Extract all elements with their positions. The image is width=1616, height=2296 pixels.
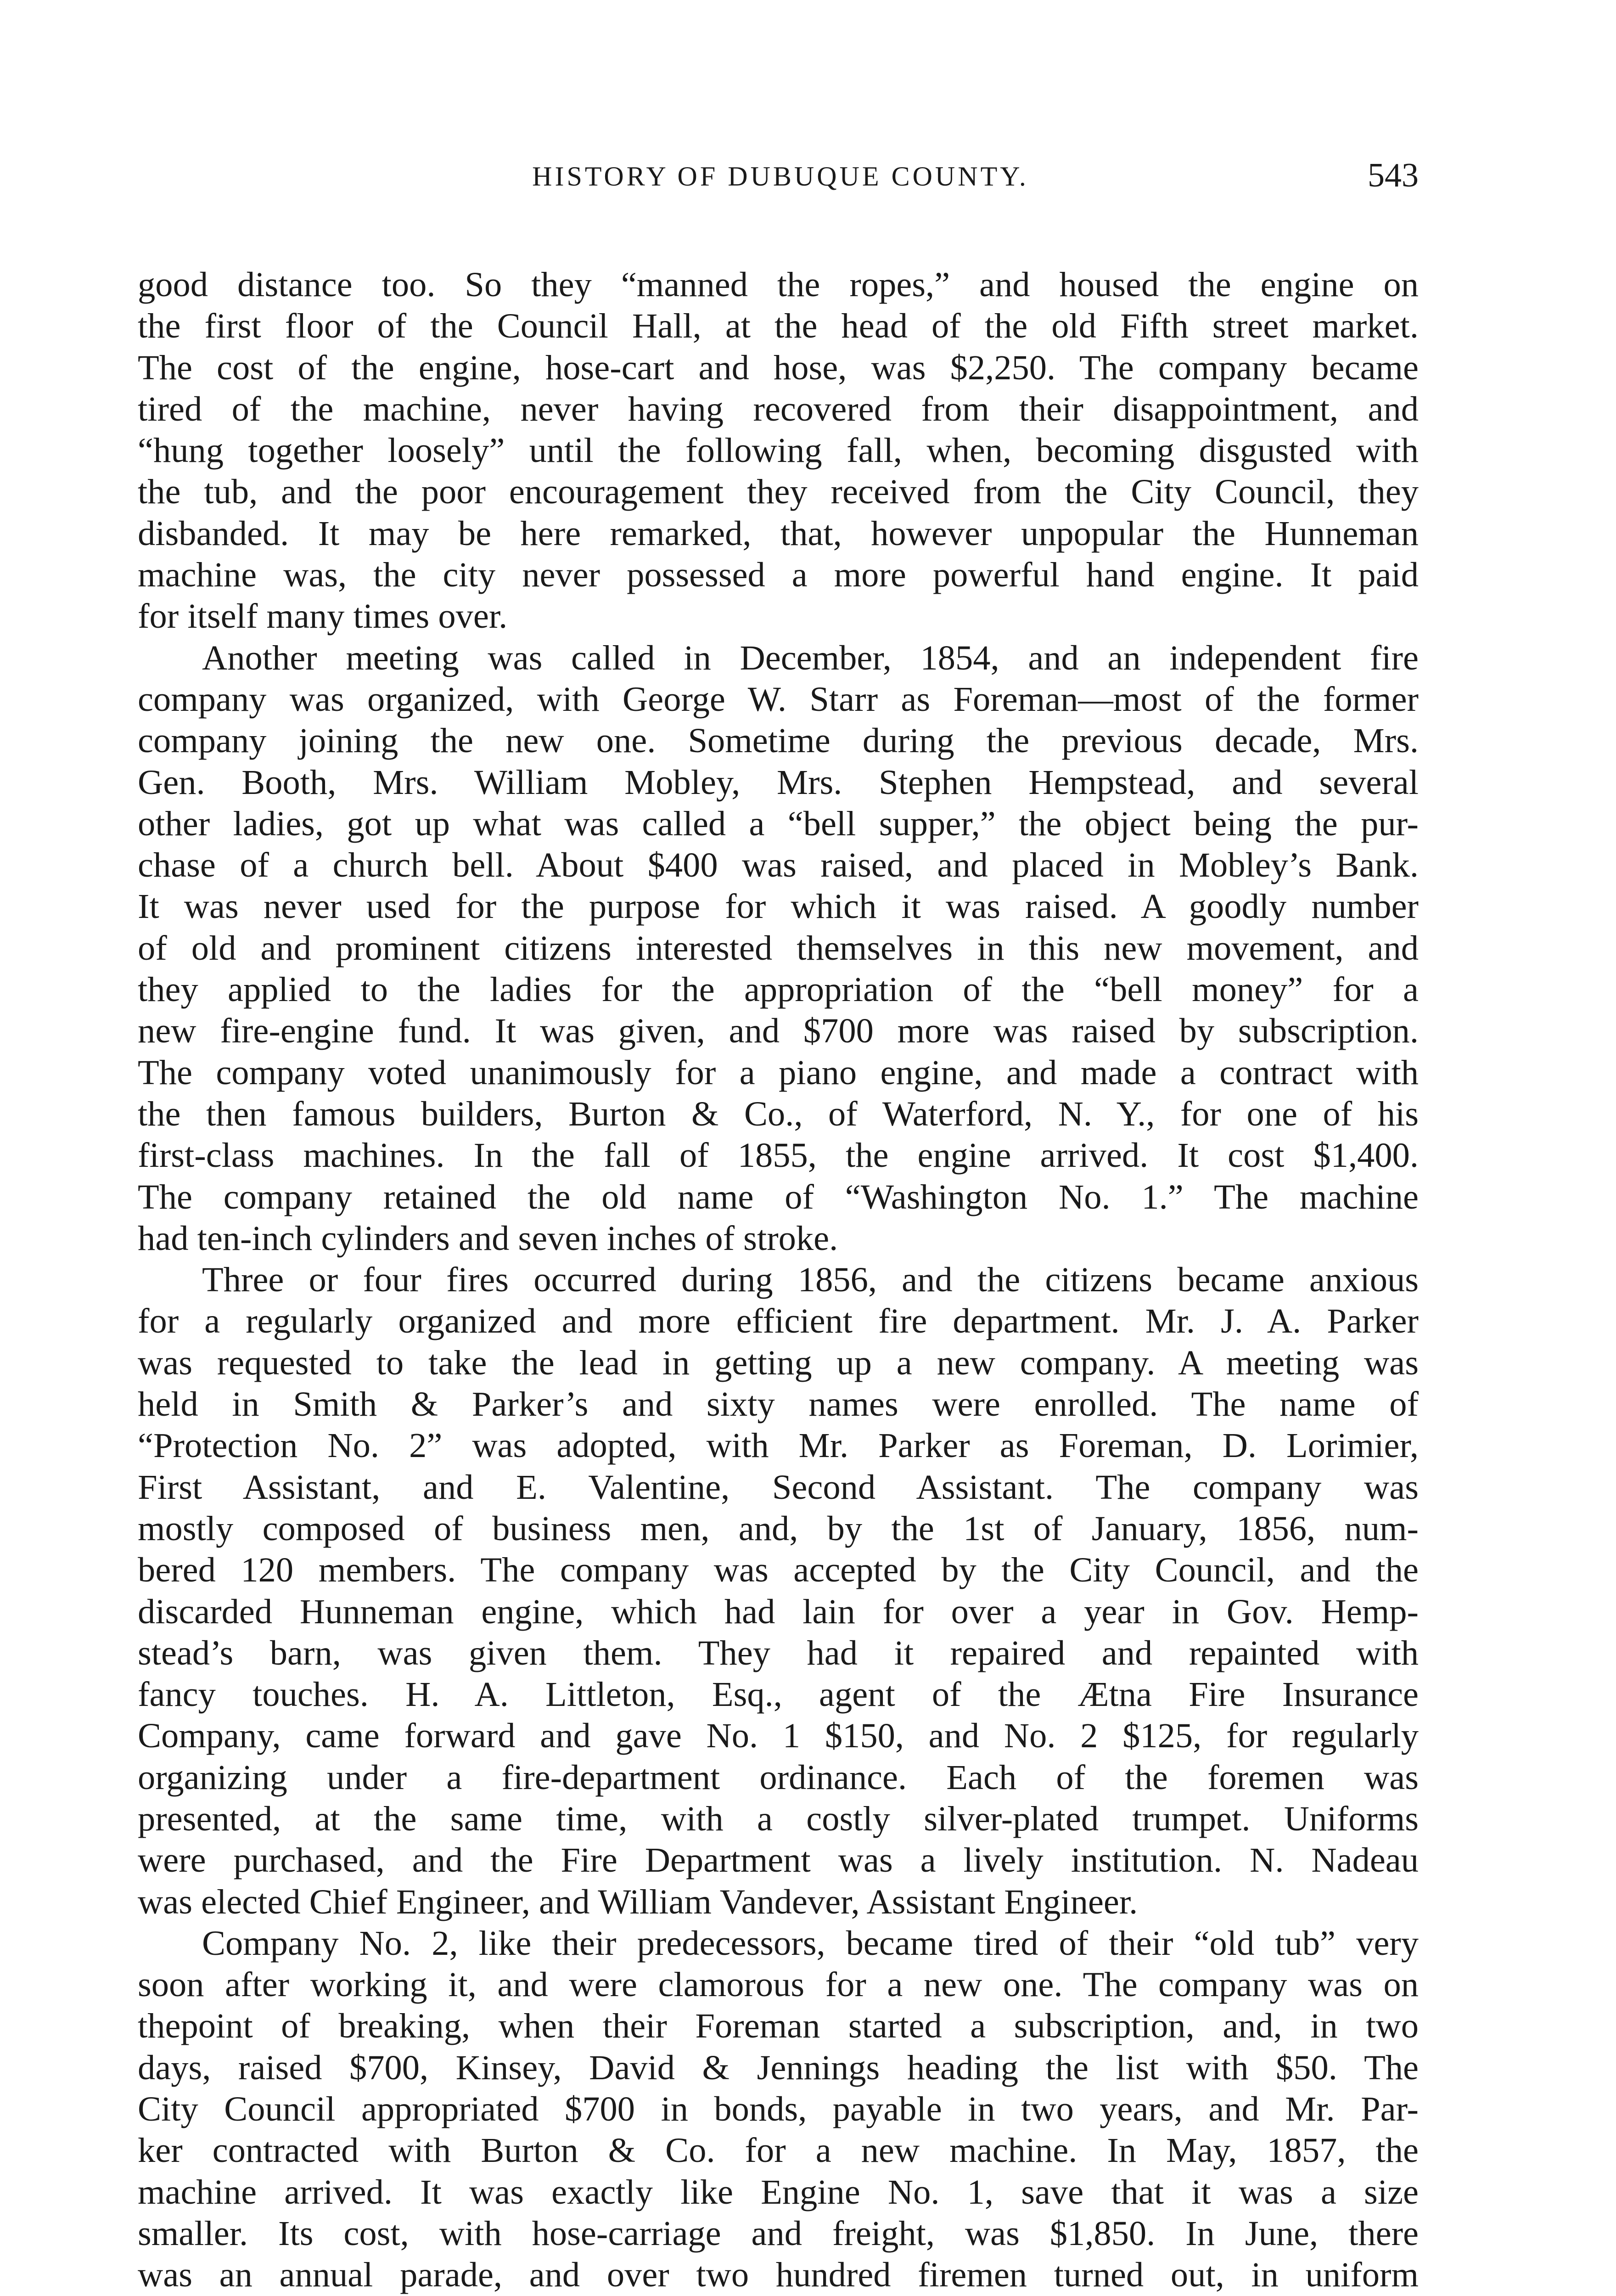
text-line: Gen. Booth, Mrs. William Mobley, Mrs. Stephen Hempstead, and several [138, 762, 1419, 802]
text-line: It was never used for the purpose for which it was raised. A goodly number [138, 887, 1419, 926]
text-line: organizing under a fire-department ordinance. Each of the foremen was [138, 1757, 1419, 1797]
text-line: for itself many times over. [138, 597, 508, 636]
text-line: held in Smith & Parker’s and sixty names were enrolled. The name of [138, 1384, 1419, 1424]
text-line: bered 120 members. The company was accepted by the City Council, and the [138, 1550, 1419, 1590]
text-line: Three or four fires occurred during 1856, and the citizens became anxious [202, 1260, 1419, 1300]
text-line: company joining the new one. Sometime during the previous decade, Mrs. [138, 721, 1419, 760]
text-line: thepoint of breaking, when their Foreman started a subscription, and, in two [138, 2006, 1419, 2046]
text-line: Company No. 2, like their predecessors, became tired of their “old tub” very [202, 1923, 1419, 1963]
text-line: the tub, and the poor encouragement they received from the City Council, they [138, 472, 1419, 512]
text-line: discarded Hunneman engine, which had lain for over a year in Gov. Hemp- [138, 1592, 1419, 1631]
paragraph-4 [138, 1923, 1419, 2296]
text-line: machine arrived. It was exactly like Engine No. 1, save that it was a size [138, 2172, 1419, 2212]
page-number: 543 [1368, 157, 1419, 194]
text-line: other ladies, got up what was called a “bell supper,” the object being the pur- [138, 804, 1419, 843]
text-line: were purchased, and the Fire Department was a lively institution. N. Nadeau [138, 1840, 1419, 1880]
text-line: chase of a church bell. About $400 was raised, and placed in Mobley’s Bank. [138, 845, 1419, 885]
text-line: Another meeting was called in December, 1854, and an independent fire [202, 638, 1419, 677]
text-line: tired of the machine, never having recovered from their disappointment, and [138, 389, 1419, 428]
running-title: HISTORY OF DUBUQUE COUNTY. [532, 161, 1029, 191]
text-line: they applied to the ladies for the appropriation of the “bell money” for a [138, 970, 1419, 1009]
text-line: was requested to take the lead in getting up a new company. A meeting was [138, 1343, 1419, 1382]
text-line: smaller. Its cost, with hose-carriage and freight, was $1,850. In June, there [138, 2213, 1419, 2253]
text-line: “hung together loosely” until the following fall, when, becoming disgusted with [138, 431, 1419, 470]
text-line: was elected Chief Engineer, and William Vandever, Assistant Engineer. [138, 1882, 1138, 1921]
text-line: ker contracted with Burton & Co. for a new machine. In May, 1857, the [138, 2131, 1419, 2170]
text-line: The company voted unanimously for a piano engine, and made a contract with [138, 1052, 1419, 1092]
text-line: The cost of the engine, hose-cart and hose, was $2,250. The company became [138, 348, 1419, 387]
text-line: the then famous builders, Burton & Co., of Waterford, N. Y., for one of his [138, 1094, 1419, 1133]
text-line: mostly composed of business men, and, by the 1st of January, 1856, num- [138, 1508, 1419, 1548]
text-line: new fire-engine fund. It was given, and $700 more was raised by subscription. [138, 1011, 1419, 1051]
text-line: Company, came forward and gave No. 1 $150, and No. 2 $125, for regularly [138, 1716, 1419, 1756]
text-line: first-class machines. In the fall of 1855, the engine arrived. It cost $1,400. [138, 1136, 1419, 1175]
text-line: the first floor of the Council Hall, at the head of the old Fifth street market. [138, 306, 1419, 346]
text-line: of old and prominent citizens interested themselves in this new movement, and [138, 928, 1419, 968]
paragraph-3 [138, 1259, 1419, 1923]
body-text [138, 264, 1419, 2296]
text-line: was an annual parade, and over two hundred firemen turned out, in uniform [138, 2255, 1419, 2295]
text-line: fancy touches. H. A. Littleton, Esq., agent of the Ætna Fire Insurance [138, 1675, 1419, 1714]
text-line: disbanded. It may be here remarked, that, however unpopular the Hunneman [138, 513, 1419, 553]
text-line: First Assistant, and E. Valentine, Second Assistant. The company was [138, 1467, 1419, 1507]
paragraph-2 [138, 637, 1419, 1259]
text-line: machine was, the city never possessed a more powerful hand engine. It paid [138, 555, 1419, 595]
paragraph-1 [138, 264, 1419, 637]
text-line: stead’s barn, was given them. They had it repaired and repainted with [138, 1633, 1419, 1672]
text-line: The company retained the old name of “Washington No. 1.” The machine [138, 1177, 1419, 1216]
text-line: had ten-inch cylinders and seven inches of stroke. [138, 1218, 838, 1258]
text-line: days, raised $700, Kinsey, David & Jennings heading the list with $50. The [138, 2048, 1419, 2087]
text-line: City Council appropriated $700 in bonds, payable in two years, and Mr. Par- [138, 2089, 1419, 2129]
text-line: company was organized, with George W. Starr as Foreman—most of the former [138, 679, 1419, 719]
text-line: “Protection No. 2” was adopted, with Mr. Parker as Foreman, D. Lorimier, [138, 1426, 1419, 1465]
running-header [142, 156, 1419, 211]
text-line: good distance too. So they “manned the ropes,” and housed the engine on [138, 265, 1419, 304]
text-line: for a regularly organized and more efficient fire department. Mr. J. A. Parker [138, 1301, 1419, 1341]
text-line: soon after working it, and were clamorous for a new one. The company was on [138, 1965, 1419, 2004]
text-line: presented, at the same time, with a costly silver-plated trumpet. Uniforms [138, 1799, 1419, 1838]
